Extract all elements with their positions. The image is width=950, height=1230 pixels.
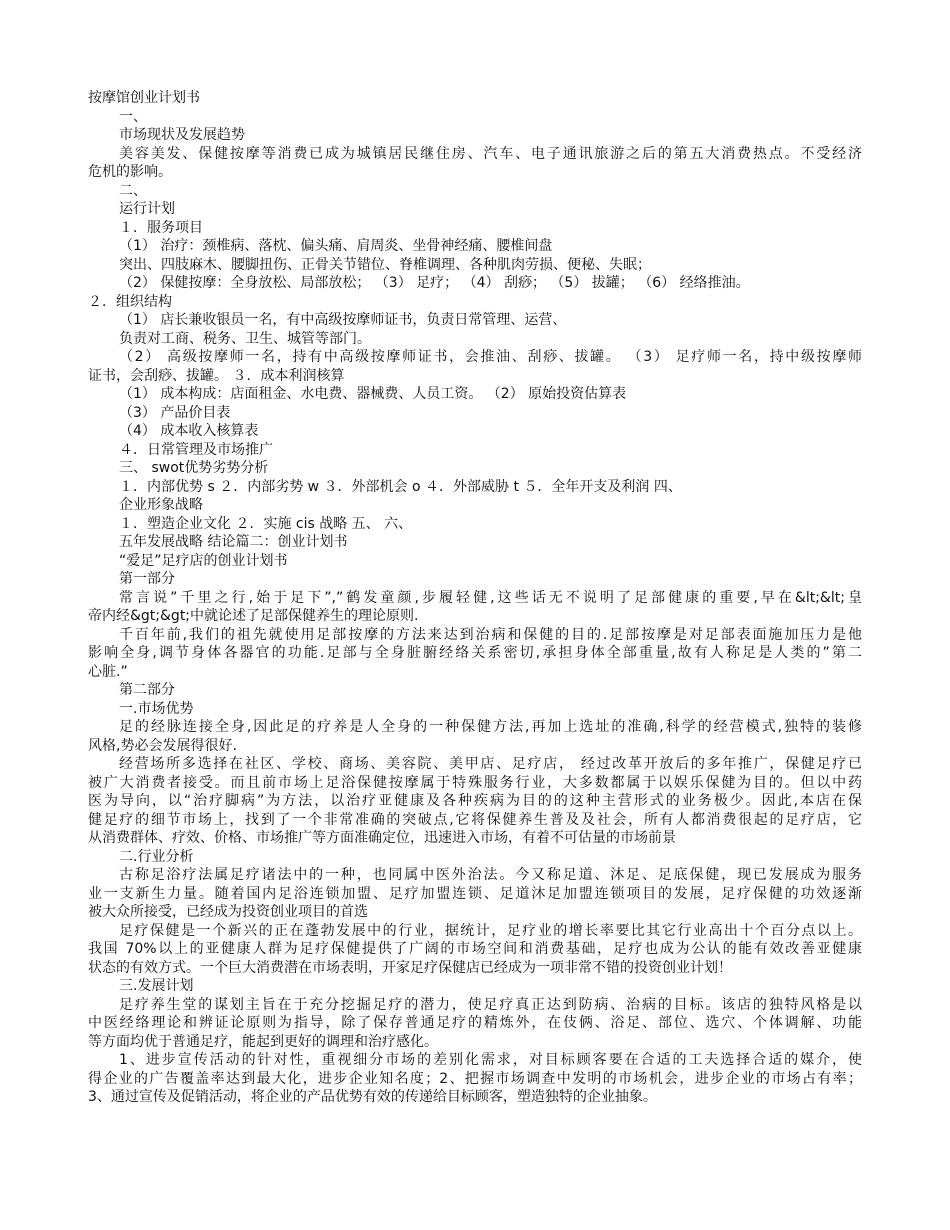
text-line: 业一支新生力量。随着国内足浴连锁加盟、足疗加盟连锁、足道沐足加盟连锁项目的发展，足疗保健的功效逐渐: [88, 885, 862, 902]
text-line: 古称足浴疗法属足疗诸法中的一种，也同属中医外治法。今又称足道、沐足、足底保健，现已发展成为服务: [119, 867, 862, 883]
text-line: 突出、四肢麻木、腰脚扭伤、正骨关节错位、脊椎调理、各种肌肉劳损、便秘、失眠；: [119, 256, 651, 273]
text-line: 被广大消费者接受。而且前市场上足浴保健按摩属于特殊服务行业，大多数都属于以娱乐保健为目的。但以中药: [88, 774, 862, 791]
document-body: [88, 89, 862, 1107]
text-line: 从消费群体、疗效、价格、市场推广等方面准确定位，迅速进入市场，有着不可估量的市场前景: [88, 830, 676, 846]
text-line: 千百年前,我们的祖先就使用足部按摩的方法来达到治病和保健的目的.足部按摩是对足部表面施加压力是他: [119, 626, 862, 643]
text-line: １．塑造企业文化 ２．实施 cis 战略 五、 六、: [119, 515, 413, 532]
text-line: 三、 swot优势劣势分析: [119, 460, 269, 476]
section-heading: 一、: [119, 108, 147, 125]
text-line: 负责对工商、税务、卫生、城管等部门。: [119, 330, 371, 347]
text-line: 得企业的广告覆盖率达到最大化，进步企业知名度；2、把握市场调查中发明的市场机会，进步企业的市场占有率；: [88, 1070, 862, 1087]
section-heading: 运行计划: [119, 201, 175, 217]
text-line: 足疗养生堂的谋划主旨在于充分挖掘足疗的潜力，使足疗真正达到防病、治病的目标。该店的独特风格是以: [119, 996, 862, 1013]
text-line: １．服务项目: [119, 219, 203, 236]
text-line: 足的经脉连接全身,因此足的疗养是人全身的一种保健方法,再加上选址的准确,科学的经营模式,独特的装修: [119, 719, 862, 735]
text-line: 企业形象战略: [119, 497, 203, 513]
text-line: 状态的有效方式。一个巨大消费潜在市场表明，开家足疗保健店已经成为一项非常不错的投资创业计划！: [88, 959, 732, 976]
document-title: 按摩馆创业计划书: [88, 90, 200, 106]
text-line: 风格,势必会发展得很好.: [88, 737, 237, 754]
text-line: 危机的影响。: [88, 164, 172, 180]
section-heading: 三.发展计划: [119, 978, 194, 994]
text-line: （4） 成本收入核算表: [119, 423, 259, 439]
text-line: （1） 店长兼收银员一名，有中高级按摩师证书，负责日常管理、运营、: [119, 312, 567, 328]
text-line: （1） 治疗：颈椎病、落枕、偏头痛、肩周炎、坐骨神经痛、腰椎间盘: [119, 238, 553, 254]
text-line: １．内部优势 s ２．内部劣势 w ３．外部机会 o ４．外部威胁 t ５．全年开支及利润 四、: [119, 478, 682, 495]
section-heading: 一.市场优势: [119, 700, 194, 717]
text-line: 中医经络理论和辨证论原则为指导，除了保存普通足疗的精炼外，在伎俩、浴足、部位、选穴、个体调解、功能: [88, 1015, 862, 1031]
text-line: ２．组织结构: [88, 293, 172, 310]
section-heading: 二、: [119, 182, 147, 199]
text-line: 足疗保健是一个新兴的正在蓬勃发展中的行业，据统计，足疗业的增长率要比其它行业高出十个百分点以上。: [119, 922, 862, 939]
section-heading: 第二部分: [119, 682, 175, 698]
text-line: 被大众所接受，已经成为投资创业项目的首选: [88, 904, 368, 920]
text-line: 五年发展战略 结论篇二：创业计划书: [119, 534, 348, 550]
text-line: 证书，会刮痧、拔罐。 ３．成本利润核算: [88, 367, 345, 384]
text-line: （1） 成本构成：店面租金、水电费、器械费、人员工资。 （2） 原始投资估算表: [119, 386, 627, 402]
text-line: 美容美发、保健按摩等消费已成为城镇居民继住房、汽车、电子通讯旅游之后的第五大消费热点。不受经济: [119, 145, 862, 162]
section-heading: 二.行业分析: [119, 848, 194, 865]
text-line: （3） 产品价目表: [119, 404, 231, 421]
text-line: 等方面均优于普通足疗，能起到更好的调理和治疗感化。: [88, 1033, 438, 1050]
section-heading: 市场现状及发展趋势: [119, 127, 245, 143]
text-line: 我国 70%以上的亚健康人群为足疗保健提供了广阔的市场空间和消费基础，足疗也成为公认的能有效改善亚健康: [88, 941, 862, 957]
section-heading: 第一部分: [119, 571, 175, 587]
text-line: ４．日常管理及市场推广: [119, 441, 273, 458]
text-line: 1、进步宣传活动的针对性，重视细分市场的差别化需求，对目标顾客要在合适的工夫选择合适的媒介，使: [119, 1052, 862, 1068]
text-line: （2） 保健按摩：全身放松、局部放松； （3） 足疗； （4） 刮痧； （5） 拔罐； （6） 经络推油。: [119, 275, 750, 291]
text-line: （2） 高级按摩师一名，持有中高级按摩师证书，会推油、刮痧、拔罐。 （3） 足疗师一名，持中级按摩师: [119, 349, 862, 365]
text-line: 影响全身,调节身体各器官的功能.足部与全身脏腑经络关系密切,承担身体全部重量,故有人称足是人类的”第二: [88, 645, 862, 661]
text-line: 3、通过宣传及促销活动，将企业的产品优势有效的传递给目标顾客，塑造独特的企业抽象。: [88, 1089, 657, 1105]
text-line: “爱足”足疗店的创业计划书: [119, 552, 288, 569]
text-line: 心脏.”: [88, 663, 128, 680]
text-line: 帝内经&gt;&gt;中就论述了足部保健养生的理论原则.: [88, 608, 419, 624]
text-line: 经营场所多选择在社区、学校、商场、美容院、美甲店、足疗店， 经过改革开放后的多年推广，保健足疗已: [119, 756, 862, 772]
text-line: 常言说”千里之行,始于足下”,”鹤发童颜,步履轻健,这些话无不说明了足部健康的重要,早在&lt;&lt;皇: [119, 589, 862, 606]
text-line: 健足疗的细节市场上，找到了一个非常准确的突破点,它将保健养生普及及社会，所有人都消费很起的足疗店，它: [88, 811, 862, 828]
text-line: 医为导向，以“治疗脚病”为方法，以治疗亚健康及各种疾病为目的的这种主营形式的业务极少。因此,本店在保: [88, 793, 862, 809]
